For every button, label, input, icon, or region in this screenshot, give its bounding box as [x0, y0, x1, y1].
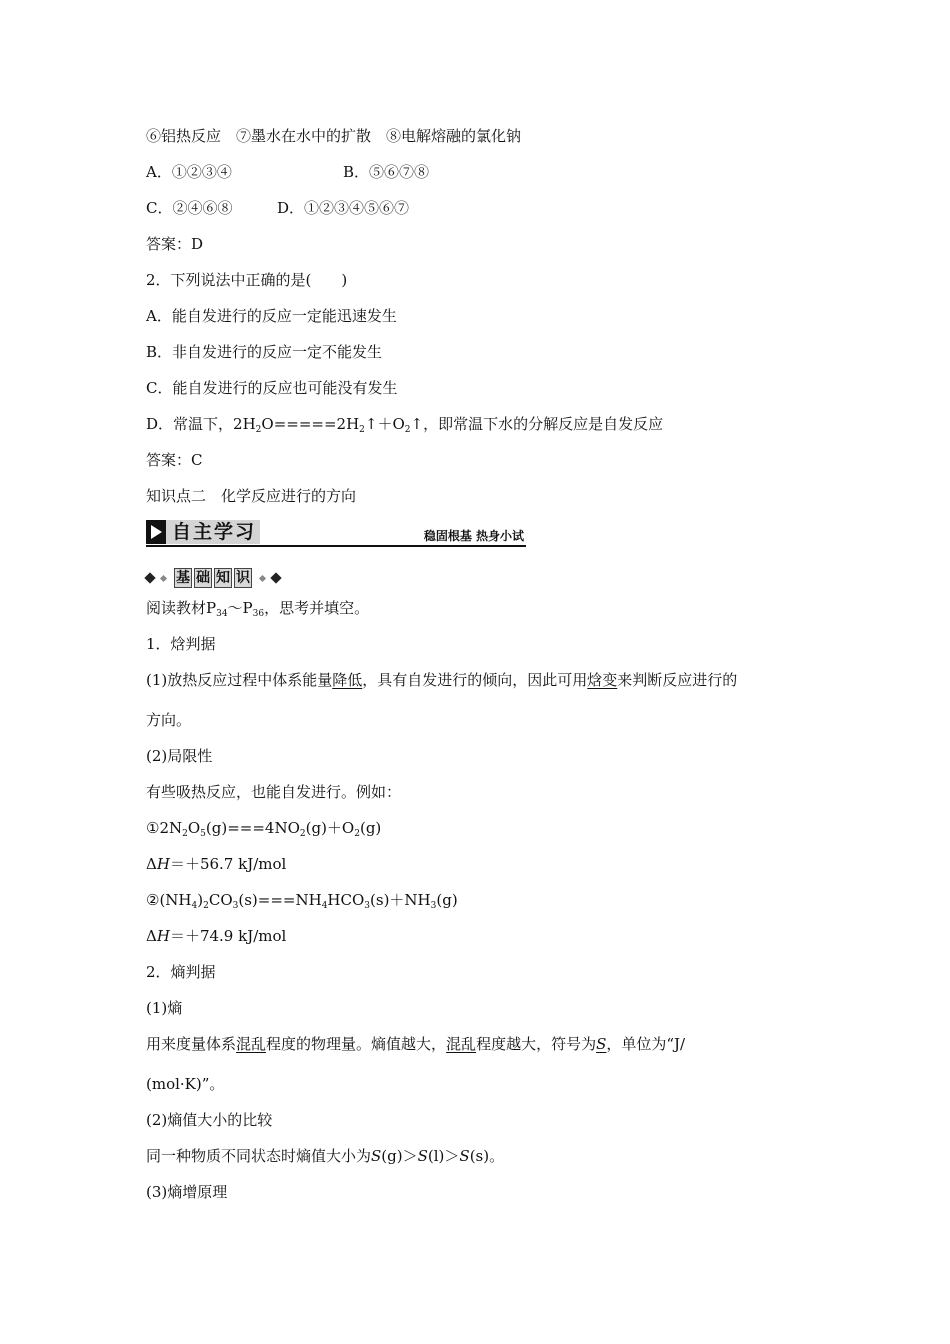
- enthalpy-para-1: (1)放热反应过程中体系能量降低，具有自发进行的倾向，因此可用焓变来判断反应进行的: [146, 671, 738, 689]
- diamond-icon: [270, 572, 281, 583]
- equation-2: $②(NH_4)_2CO_3(s)===NH_4HCO_3(s)+NH_3(g)$: [146, 891, 458, 911]
- enthalpy-para-1-cont: 方向。: [146, 711, 192, 729]
- banner-title: 自主学习: [172, 521, 257, 543]
- q1-option-d: D．①②③④⑤⑥⑦: [277, 199, 410, 217]
- q1-option-c: C．②④⑥⑧: [146, 199, 233, 217]
- entropy-para-1-cont: (mol·K)”。: [146, 1075, 225, 1093]
- heading-char: 识: [236, 570, 250, 586]
- q2-option-b: B．非自发进行的反应一定不能发生: [146, 343, 383, 361]
- limitation-title: (2)局限性: [146, 747, 213, 765]
- q1-options-tail: ⑥铝热反应 ⑦墨水在水中的扩散 ⑧电解熔融的氯化钠: [146, 127, 522, 145]
- small-diamond-icon: [259, 574, 266, 581]
- delta-h-2: ΔH＝＋74.9 kJ/mol: [146, 927, 287, 945]
- q2-answer: 答案：C: [146, 451, 203, 469]
- q1-option-a: A．①②③④: [146, 163, 232, 181]
- delta-h-1: ΔH＝＋56.7 kJ/mol: [146, 855, 287, 873]
- q1-answer: 答案：D: [146, 235, 204, 253]
- entropy-compare-text: 同一种物质不同状态时熵值大小为S(g)＞S(l)＞S(s)。: [146, 1147, 505, 1165]
- heading-char: 知: [216, 570, 230, 586]
- basic-knowledge-heading: [146, 568, 280, 588]
- entropy-increase-title: (3)熵增原理: [146, 1183, 228, 1201]
- q2-stem: 2．下列说法中正确的是( ): [146, 271, 348, 289]
- heading-char: 基: [176, 570, 190, 586]
- heading-char: 础: [196, 570, 210, 586]
- self-study-banner: [146, 520, 526, 548]
- play-icon: [146, 520, 166, 544]
- q2-option-c: C．能自发进行的反应也可能没有发生: [146, 379, 398, 397]
- entropy-compare-title: (2)熵值大小的比较: [146, 1111, 273, 1129]
- q1-option-b: B．⑤⑥⑦⑧: [343, 163, 430, 181]
- q2-option-a: A．能自发进行的反应一定能迅速发生: [146, 307, 397, 325]
- enthalpy-criterion-title: 1．焓判据: [146, 635, 216, 653]
- q2-option-d: D．常温下，$2H_2O=====2H_2↑+O_2↑$，即常温下水的分解反应是自发反应: [146, 415, 664, 435]
- banner-rule: [146, 545, 526, 547]
- section-title: 知识点二 化学反应进行的方向: [146, 487, 357, 505]
- entropy-para-1: 用来度量体系混乱程度的物理量。熵值越大，混乱程度越大，符号为S，单位为“J/: [146, 1035, 686, 1053]
- limitation-text: 有些吸热反应，也能自发进行。例如：: [146, 783, 402, 801]
- entropy-title: (1)熵: [146, 999, 183, 1017]
- banner-subtitle: 稳固根基 热身小试: [423, 529, 524, 543]
- small-diamond-icon: [160, 574, 167, 581]
- entropy-criterion-title: 2．熵判据: [146, 963, 216, 981]
- diamond-icon: [144, 572, 155, 583]
- intro-text: 阅读教材$P_{34}\sim P_{36}$，思考并填空。: [146, 599, 370, 619]
- equation-1: $①2N_2O_5(g)===4NO_2(g)+O_2(g)$: [146, 819, 382, 839]
